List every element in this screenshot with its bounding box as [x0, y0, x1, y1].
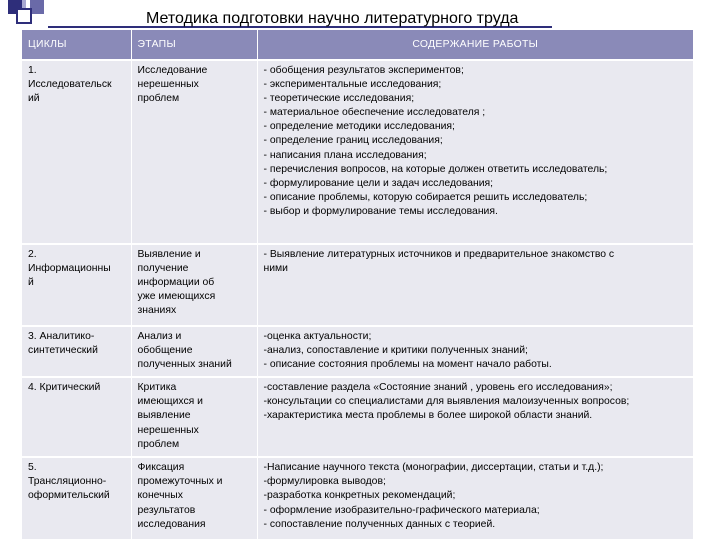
stage-line: Анализ и [137, 331, 182, 342]
content-line: - определение методики исследования; [263, 121, 455, 133]
content-line: - написания плана исследования; [263, 149, 427, 161]
stage-line: получение [137, 263, 189, 275]
stage-line: знаниях [137, 305, 177, 317]
content-line: - материальное обеспечение исследователя ; [263, 107, 486, 119]
content-line: -анализ, сопоставление и критики полученных знаний; [263, 345, 528, 357]
stage-cell [131, 60, 257, 244]
content-line: -консультации со специалистами для выявления малоизученных вопросов; [263, 396, 630, 408]
content-cell [257, 244, 693, 326]
content-line: - оформление изобразительно-графического материала; [263, 504, 540, 516]
stage-line: Фиксация [137, 462, 185, 474]
content-cell [257, 326, 693, 377]
stage-line: информации об [137, 277, 215, 289]
header-content: СОДЕРЖАНИЕ РАБОТЫ [257, 30, 693, 60]
decor-square-outline [16, 8, 32, 24]
content-line: - сопоставление полученных данных с теорией. [263, 518, 496, 530]
stage-line: проблем [137, 438, 180, 450]
cycle-line: й [28, 277, 34, 289]
content-line: -характеристика места проблемы в более широкой области знаний. [263, 410, 593, 422]
stage-line: проблем [137, 93, 180, 105]
table-body [22, 60, 693, 539]
stage-line: обобщение [137, 345, 193, 357]
content-line: -оценка актуальности; [263, 331, 372, 342]
content-line: - описание проблемы, которую собирается решить исследователь; [263, 191, 588, 203]
cycle-line: 4. Критический [28, 382, 101, 394]
content-line: - обобщения результатов экспериментов; [263, 65, 464, 76]
cycle-line: 5. [28, 462, 37, 474]
stage-cell [131, 244, 257, 326]
content-line: -составление раздела «Состояние знаний , уровень его исследования»; [263, 382, 613, 394]
content-line: ними [263, 263, 288, 275]
cycle-cell [22, 326, 131, 377]
stage-line: Исследование [137, 65, 208, 76]
cycle-cell [22, 457, 131, 539]
stage-cell [131, 326, 257, 377]
content-line: -разработка конкретных рекомендаций; [263, 490, 456, 502]
cycle-line: 1. [28, 65, 37, 76]
table-row [22, 60, 693, 244]
stage-line: конечных [137, 490, 183, 502]
content-line: - определение границ исследования; [263, 135, 443, 147]
content-line: - перечисления вопросов, на которые должен ответить исследователь; [263, 163, 608, 175]
content-cell [257, 457, 693, 539]
stage-line: нерешенных [137, 79, 199, 91]
stage-line: Критика [137, 382, 177, 394]
table-row [22, 457, 693, 539]
stage-line: выявление [137, 410, 191, 422]
cycle-cell [22, 377, 131, 457]
stage-cell [131, 457, 257, 539]
stage-line: исследования [137, 518, 206, 530]
decor-square-mid [30, 0, 44, 14]
cycle-line: 2. [28, 249, 37, 260]
table-header-row [22, 30, 693, 60]
table-row [22, 377, 693, 457]
cycle-line: Исследовательск [28, 79, 112, 91]
content-line: - выбор и формулирование темы исследования. [263, 205, 498, 217]
stage-line: нерешенных [137, 424, 199, 436]
content-line: - формулирование цели и задач исследования; [263, 177, 494, 189]
cycle-line: Трансляционно- [28, 476, 107, 488]
stage-line: полученных знаний [137, 359, 232, 371]
content-line: - Выявление литературных источников и предварительное знакомство с [263, 249, 615, 260]
content-line: - теоретические исследования; [263, 93, 415, 105]
cycle-line: Информационны [28, 263, 111, 275]
content-line: -формулировка выводов; [263, 476, 386, 488]
content-cell [257, 60, 693, 244]
stage-line: результатов [137, 504, 196, 516]
header-stages: ЭТАПЫ [131, 30, 257, 60]
content-cell [257, 377, 693, 457]
cycle-line: ий [28, 93, 40, 105]
content-line: - описание состояния проблемы на момент начало работы. [263, 359, 552, 371]
stage-line: имеющихся и [137, 396, 203, 408]
methodology-table [22, 30, 693, 539]
table-row [22, 326, 693, 377]
cycle-cell [22, 244, 131, 326]
cycle-line: оформительский [28, 490, 110, 502]
cycle-line: 3. Аналитико- [28, 331, 95, 342]
cycle-cell [22, 60, 131, 244]
stage-line: уже имеющихся [137, 291, 216, 303]
stage-line: промежуточных и [137, 476, 223, 488]
stage-cell [131, 377, 257, 457]
stage-line: Выявление и [137, 249, 201, 260]
content-line: - экспериментальные исследования; [263, 79, 442, 91]
header-cycles: ЦИКЛЫ [22, 30, 131, 60]
page-title: Методика подготовки научно литературного труда [146, 10, 519, 27]
cycle-line: синтетический [28, 345, 98, 357]
content-line: -Написание научного текста (монографии, диссертации, статьи и т.д.); [263, 462, 604, 474]
table-row [22, 244, 693, 326]
